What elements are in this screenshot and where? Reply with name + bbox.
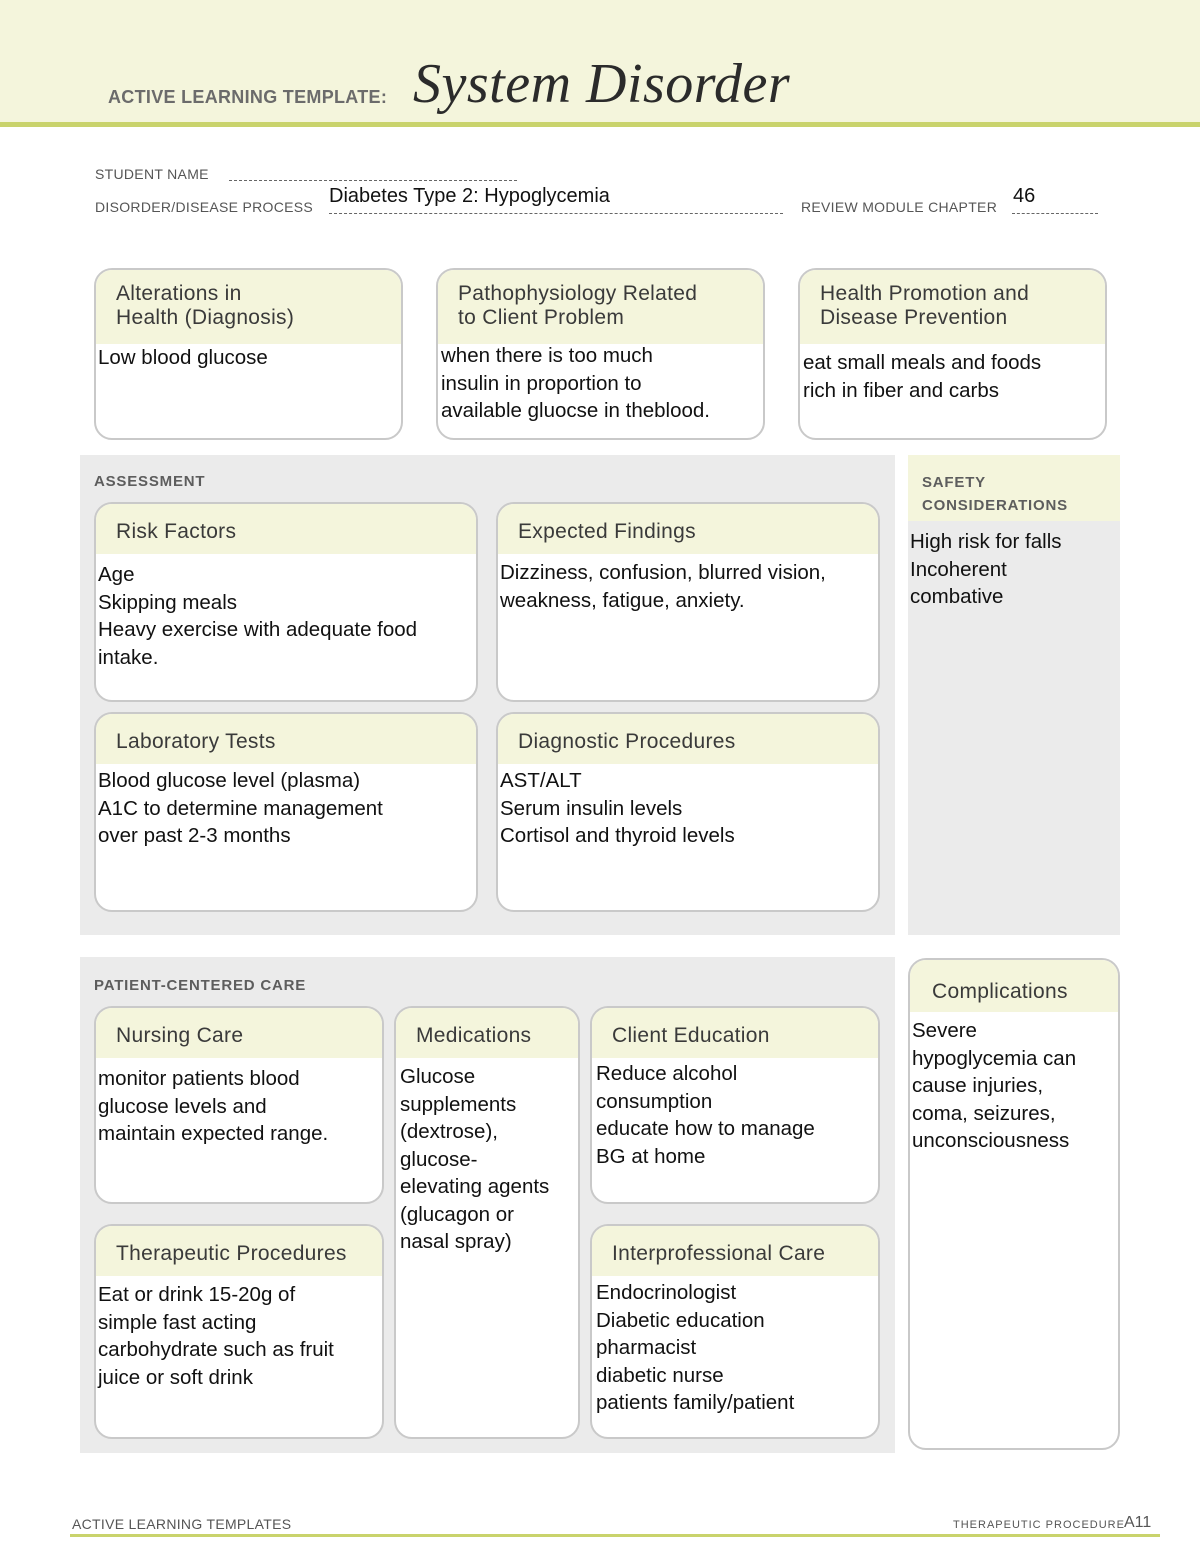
nursing-care-body[interactable]: monitor patients blood glucose levels and maintain expected range. <box>98 1067 329 1145</box>
interprofessional-care-box <box>590 1224 880 1439</box>
alterations-title: Alterations in Health (Diagnosis) <box>116 282 295 329</box>
expected-findings-box <box>496 502 880 702</box>
risk-factors-box <box>94 502 478 702</box>
risk-factors-body[interactable]: Age Skipping meals Heavy exercise with adequate food intake. <box>98 563 418 669</box>
expected-findings-header <box>498 504 878 554</box>
diagnostic-procedures-body[interactable]: AST/ALT Serum insulin levels Cortisol and thyroid levels <box>500 769 735 847</box>
assessment-heading: ASSESSMENT <box>94 473 206 490</box>
client-education-title: Client Education <box>612 1024 770 1047</box>
page-title: System Disorder <box>413 53 791 115</box>
pathophysiology-header <box>438 270 763 344</box>
laboratory-tests-title: Laboratory Tests <box>116 730 276 753</box>
footer-left: ACTIVE LEARNING TEMPLATES <box>72 1516 292 1532</box>
alterations-header <box>96 270 401 344</box>
complications-body[interactable]: Severe hypoglycemia can cause injuries, coma, seizures, unconsciousness <box>912 1019 1077 1152</box>
pathophysiology-title: Pathophysiology Related to Client Problem <box>458 282 698 329</box>
client-education-box <box>590 1006 880 1204</box>
laboratory-tests-header <box>96 714 476 764</box>
chapter-label: REVIEW MODULE CHAPTER <box>801 199 998 215</box>
student-name-field[interactable] <box>229 180 517 181</box>
laboratory-tests-box <box>94 712 478 912</box>
interprofessional-care-title: Interprofessional Care <box>612 1242 826 1265</box>
medications-title: Medications <box>416 1024 532 1047</box>
chapter-field[interactable]: 46 <box>1013 185 1036 207</box>
disorder-field-line <box>329 213 783 214</box>
student-name-label: STUDENT NAME <box>95 166 209 182</box>
nursing-care-header <box>96 1008 382 1058</box>
safety-title: SAFETY CONSIDERATIONS <box>922 474 1068 514</box>
therapeutic-procedures-header <box>96 1226 382 1276</box>
alterations-box <box>94 268 403 440</box>
therapeutic-procedures-body[interactable]: Eat or drink 15-20g of simple fast acting carbohydrate such as fruit juice or soft drink <box>98 1283 334 1389</box>
diagnostic-procedures-box <box>496 712 880 912</box>
interprofessional-care-header <box>592 1226 878 1276</box>
diagnostic-procedures-header <box>498 714 878 764</box>
client-education-header <box>592 1008 878 1058</box>
safety-body[interactable]: High risk for falls Incoherent combative <box>910 530 1062 608</box>
page-number: A11 <box>1124 1514 1152 1531</box>
pathophysiology-box <box>436 268 765 440</box>
nursing-care-box <box>94 1006 384 1204</box>
disorder-label: DISORDER/DISEASE PROCESS <box>95 199 314 215</box>
diagnostic-procedures-title: Diagnostic Procedures <box>518 730 736 753</box>
risk-factors-header <box>96 504 476 554</box>
therapeutic-procedures-title: Therapeutic Procedures <box>116 1242 347 1265</box>
patient-centered-care-heading: PATIENT-CENTERED CARE <box>94 977 307 994</box>
interprofessional-care-body[interactable]: Endocrinologist Diabetic education pharmacist diabetic nurse patients family/patient <box>596 1281 795 1414</box>
medications-header <box>396 1008 578 1058</box>
health-promotion-body[interactable]: eat small meals and foods rich in fiber and carbs <box>803 351 1042 402</box>
expected-findings-title: Expected Findings <box>518 520 696 543</box>
health-promotion-title: Health Promotion and Disease Prevention <box>820 282 1030 329</box>
therapeutic-procedures-box <box>94 1224 384 1439</box>
footer-right: THERAPEUTIC PROCEDURE <box>953 1519 1125 1531</box>
safety-header <box>908 455 1120 521</box>
complications-title: Complications <box>932 980 1068 1003</box>
client-education-body[interactable]: Reduce alcohol consumption educate how to manage BG at home <box>596 1062 815 1168</box>
disorder-field[interactable]: Diabetes Type 2: Hypoglycemia <box>329 185 610 207</box>
medications-body[interactable]: Glucose supplements (dextrose), glucose- elevating agents (glucagon or nasal spray) <box>400 1065 550 1253</box>
alterations-body[interactable]: Low blood glucose <box>98 346 268 369</box>
pathophysiology-body[interactable]: when there is too much insulin in proportion to available gluocse in theblood. <box>441 344 710 422</box>
footer-rule <box>70 1534 1160 1537</box>
header-rule <box>0 122 1200 127</box>
expected-findings-body[interactable]: Dizziness, confusion, blurred vision, weakness, fatigue, anxiety. <box>500 561 826 612</box>
chapter-field-line <box>1012 213 1098 214</box>
template-label: ACTIVE LEARNING TEMPLATE: <box>108 87 388 107</box>
laboratory-tests-body[interactable]: Blood glucose level (plasma) A1C to determine management over past 2-3 months <box>98 769 383 847</box>
risk-factors-title: Risk Factors <box>116 520 237 543</box>
health-promotion-box <box>798 268 1107 440</box>
nursing-care-title: Nursing Care <box>116 1024 244 1047</box>
health-promotion-header <box>800 270 1105 344</box>
complications-box <box>908 958 1120 1450</box>
medications-box <box>394 1006 580 1439</box>
complications-header <box>910 960 1118 1012</box>
safety-panel <box>908 455 1120 935</box>
